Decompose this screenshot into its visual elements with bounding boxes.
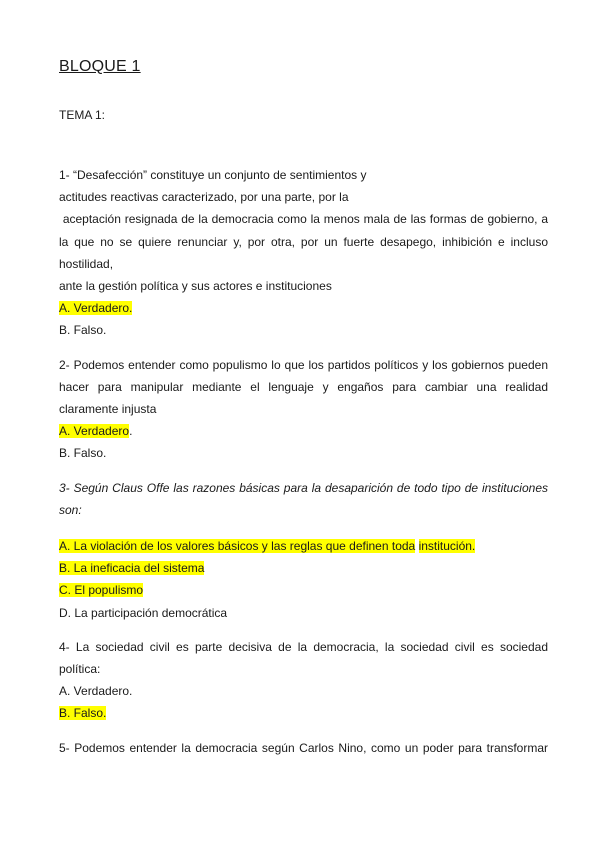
- question-2-option-a: [59, 420, 548, 442]
- question-1-line-6: ante la gestión política y sus actores e instituciones: [59, 279, 332, 294]
- question-1-line-3: aceptación resignada de la democracia como la menos mala de las formas de gobierno, a: [59, 212, 548, 227]
- question-2-option-a-tail: .: [129, 424, 133, 439]
- question-2-line-3: claramente injusta: [59, 402, 157, 417]
- highlighted-answer: B. Falso.: [59, 706, 107, 721]
- question-3-line-1: 3- Según Claus Offe las razones básicas para la desaparición de todo tipo de instituciones: [59, 480, 548, 495]
- question-3: [59, 477, 548, 624]
- question-3-line-2: son:: [59, 502, 82, 517]
- question-5-line-1: 5- Podemos entender la democracia según Carlos Nino, como un poder para transformar: [59, 740, 548, 755]
- question-4-line-1: 4- La sociedad civil es parte decisiva de la democracia, la sociedad civil es sociedad: [59, 639, 548, 654]
- question-5: [59, 737, 548, 759]
- section-heading: TEMA 1:: [59, 108, 106, 122]
- highlighted-answer: A. Verdadero.: [59, 301, 133, 316]
- highlighted-answer: C. El populismo: [59, 583, 144, 598]
- question-3-option-d: D. La participación democrática: [59, 605, 228, 620]
- question-4-option-b: [59, 702, 548, 724]
- question-3-option-c: [59, 579, 548, 601]
- document-title: BLOQUE 1: [59, 58, 141, 75]
- question-1-option-a: [59, 297, 548, 319]
- question-4: [59, 636, 548, 725]
- question-1-option-b: B. Falso.: [59, 323, 107, 338]
- question-3-option-b: [59, 557, 548, 579]
- highlighted-answer: A. La violación de los valores básicos y las reglas que definen toda: [59, 539, 416, 554]
- highlighted-answer: institución.: [418, 539, 476, 554]
- question-4-option-a: A. Verdadero.: [59, 684, 133, 699]
- question-list: [59, 164, 548, 759]
- question-3-option-a: [59, 535, 548, 557]
- question-1-line-1: 1- “Desafección” constituye un conjunto de sentimientos y: [59, 168, 367, 182]
- question-1-line-5: hostilidad,: [59, 256, 114, 271]
- question-1-line-2: actitudes reactivas caracterizado, por una parte, por la: [59, 190, 349, 205]
- question-1-line-4: la que no se quiere renunciar y, por otra, por un fuerte desapego, inhibición e incluso: [59, 234, 548, 249]
- highlighted-answer: B. La ineficacia del sistema: [59, 561, 205, 576]
- question-1: [59, 164, 548, 342]
- question-4-line-2: política:: [59, 662, 101, 677]
- question-2-line-1: 2- Podemos entender como populismo lo que los partidos políticos y los gobiernos pueden: [59, 357, 548, 372]
- question-2: [59, 354, 548, 465]
- question-2-option-b: B. Falso.: [59, 446, 107, 461]
- highlighted-answer: A. Verdadero: [59, 424, 130, 439]
- question-2-line-2: hacer para manipular mediante el lenguaje y engaños para cambiar una realidad: [59, 379, 548, 394]
